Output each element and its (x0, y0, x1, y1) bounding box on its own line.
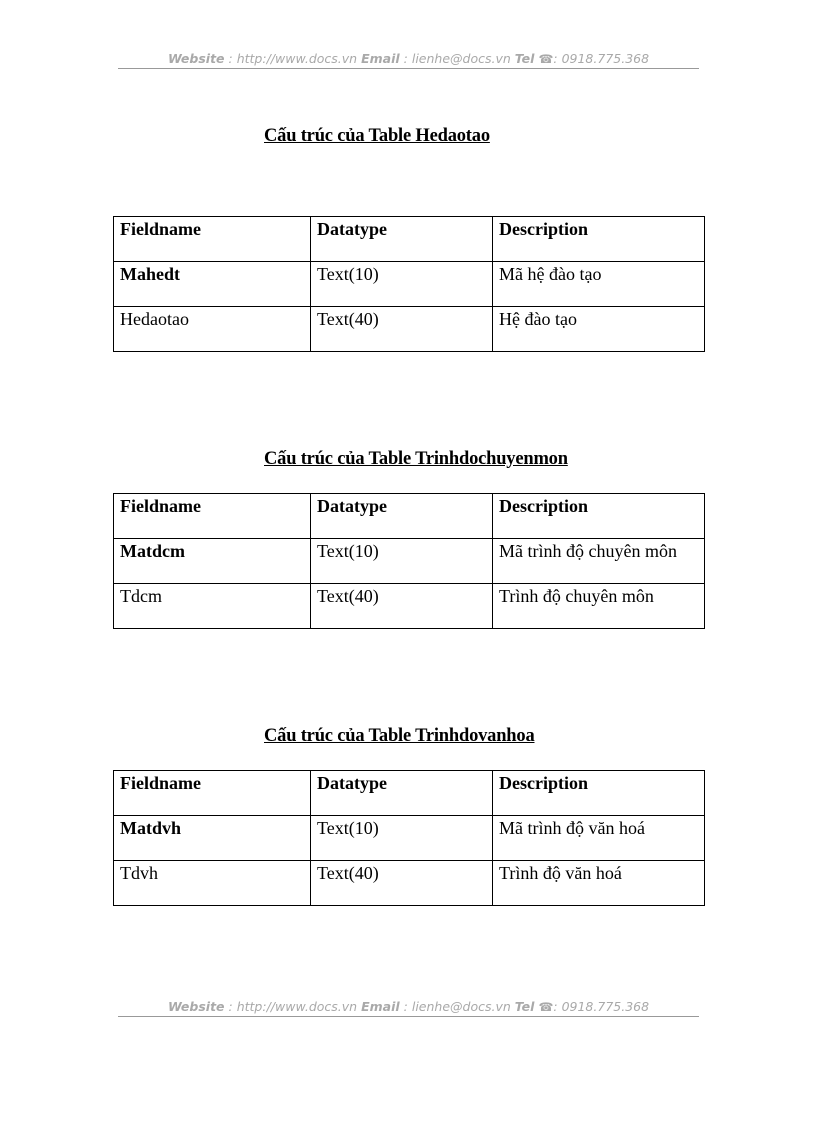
tel-value: : 0918.775.368 (553, 999, 650, 1014)
column-header: Description (493, 771, 705, 816)
website-value[interactable]: : http://www.docs.vn (228, 999, 358, 1014)
tel-label: Tel (514, 51, 535, 66)
column-header: Datatype (311, 217, 493, 262)
table-header-row (114, 494, 705, 539)
field-name-cell: Tdcm (114, 584, 311, 629)
table-row (114, 539, 705, 584)
datatype-cell: Text(10) (311, 539, 493, 584)
table-row (114, 307, 705, 352)
table-row (114, 584, 705, 629)
email-value[interactable]: : lienhe@docs.vn (403, 999, 511, 1014)
table-title-trinhdochuyenmon: Cấu trúc của Table Trinhdochuyenmon (264, 449, 568, 469)
datatype-cell: Text(40) (311, 307, 493, 352)
email-value[interactable]: : lienhe@docs.vn (403, 51, 511, 66)
tel-value: : 0918.775.368 (553, 51, 650, 66)
page-footer (118, 999, 699, 1017)
phone-icon: ☎ (538, 52, 554, 66)
description-cell: Mã trình độ văn hoá (493, 816, 705, 861)
column-header: Datatype (311, 494, 493, 539)
description-cell: Trình độ chuyên môn (493, 584, 705, 629)
field-name-cell: Matdcm (114, 539, 311, 584)
table-title-hedaotao: Cấu trúc của Table Hedaotao (264, 126, 490, 146)
description-cell: Mã hệ đào tạo (493, 262, 705, 307)
description-cell: Mã trình độ chuyên môn (493, 539, 705, 584)
column-header: Fieldname (114, 217, 311, 262)
website-label: Website (167, 999, 225, 1014)
phone-icon: ☎ (538, 1000, 554, 1014)
table-row (114, 861, 705, 906)
table-header-row (114, 217, 705, 262)
tel-label: Tel (514, 999, 535, 1014)
field-name-cell: Hedaotao (114, 307, 311, 352)
column-header: Fieldname (114, 494, 311, 539)
table-row (114, 262, 705, 307)
datatype-cell: Text(10) (311, 262, 493, 307)
datatype-cell: Text(40) (311, 861, 493, 906)
table-trinhdovanhoa (113, 770, 705, 906)
datatype-cell: Text(10) (311, 816, 493, 861)
page-header (118, 51, 699, 69)
table-trinhdochuyenmon (113, 493, 705, 629)
column-header: Datatype (311, 771, 493, 816)
column-header: Fieldname (114, 771, 311, 816)
email-label: Email (361, 999, 400, 1014)
datatype-cell: Text(40) (311, 584, 493, 629)
table-hedaotao (113, 216, 705, 352)
column-header: Description (493, 217, 705, 262)
field-name-cell: Tdvh (114, 861, 311, 906)
field-name-cell: Matdvh (114, 816, 311, 861)
table-row (114, 816, 705, 861)
description-cell: Trình độ văn hoá (493, 861, 705, 906)
field-name-cell: Mahedt (114, 262, 311, 307)
table-title-trinhdovanhoa: Cấu trúc của Table Trinhdovanhoa (264, 726, 535, 746)
description-cell: Hệ đào tạo (493, 307, 705, 352)
column-header: Description (493, 494, 705, 539)
table-header-row (114, 771, 705, 816)
website-value[interactable]: : http://www.docs.vn (228, 51, 358, 66)
email-label: Email (361, 51, 400, 66)
website-label: Website (167, 51, 225, 66)
